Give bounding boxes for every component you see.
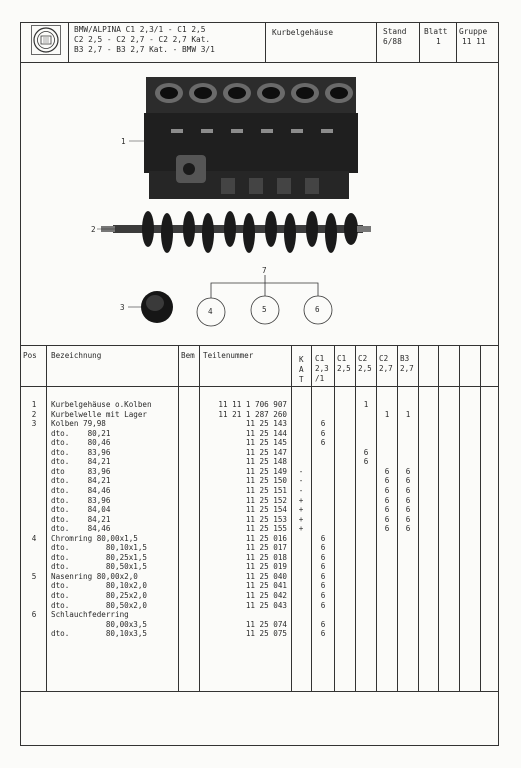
col-rule bbox=[397, 345, 398, 691]
cell-teilenummer: 11 25 042 bbox=[245, 591, 287, 600]
cell-teilenummer: 11 25 149 bbox=[245, 466, 287, 476]
cell-kat: + bbox=[298, 514, 304, 524]
cell-teilenummer: 11 25 144 bbox=[245, 428, 287, 438]
col-rule bbox=[46, 345, 47, 691]
cell-teilenummer: 11 25 154 bbox=[245, 505, 287, 515]
cell-bezeichnung: Kurbelgehäuse o.Kolben bbox=[51, 400, 152, 409]
blatt-value: 1 bbox=[436, 37, 441, 46]
stand-label: Stand bbox=[383, 27, 407, 36]
col-header-b3-27: B3 bbox=[400, 354, 410, 363]
gruppe-value: 11 11 bbox=[462, 37, 486, 46]
cell-bezeichnung: dto. 84,21 bbox=[51, 514, 111, 524]
cell-kat: + bbox=[298, 505, 304, 515]
cell-b3-27: 1 bbox=[405, 409, 411, 419]
cell-c1-23: 6 bbox=[320, 438, 326, 448]
cell-c2-27: 6 bbox=[384, 495, 390, 505]
cell-bezeichnung: dto. 84,21 bbox=[51, 457, 111, 467]
cell-bezeichnung: dto. 80,50x2,0 bbox=[51, 600, 148, 610]
cell-b3-27: 6 bbox=[405, 495, 411, 505]
cell-bezeichnung: Nasenring 80,00x2,0 bbox=[51, 571, 138, 581]
blatt-label: Blatt bbox=[424, 27, 448, 36]
gruppe-label: Gruppe bbox=[459, 27, 488, 36]
header-divider bbox=[68, 22, 69, 62]
cell-c1-23: 6 bbox=[320, 581, 326, 591]
cell-c1-23: 6 bbox=[320, 543, 326, 553]
col-header-c1-25: C1 bbox=[337, 354, 347, 363]
cell-bezeichnung: Kurbelwelle mit Lager bbox=[51, 409, 148, 419]
col-rule bbox=[480, 345, 481, 691]
cell-teilenummer: 11 25 043 bbox=[245, 600, 287, 610]
table-top-rule bbox=[20, 345, 499, 346]
cell-teilenummer: 11 25 148 bbox=[245, 457, 287, 467]
ring-callouts bbox=[197, 275, 332, 326]
cell-c1-23: 6 bbox=[320, 552, 326, 562]
cell-c1-23: 6 bbox=[320, 600, 326, 610]
cell-b3-27: 6 bbox=[405, 505, 411, 515]
cell-teilenummer: 11 25 155 bbox=[245, 524, 287, 534]
cell-teilenummer: 11 11 1 706 907 bbox=[218, 400, 287, 409]
cell-teilenummer: 11 25 074 bbox=[245, 619, 287, 629]
cell-bezeichnung: dto. 80,50x1,5 bbox=[51, 562, 148, 572]
callout-2: 2 bbox=[91, 225, 96, 234]
crankshaft bbox=[101, 211, 371, 253]
cell-bezeichnung: dto. 84,04 bbox=[51, 505, 111, 515]
cell-teilenummer: 11 25 143 bbox=[245, 419, 287, 429]
cell-c1-23: 6 bbox=[320, 562, 326, 572]
callout-6: 6 bbox=[315, 305, 320, 314]
col-header-kat: K bbox=[299, 355, 304, 364]
cell-teilenummer: 11 25 019 bbox=[245, 562, 287, 572]
header-divider bbox=[456, 22, 457, 62]
callout-4: 4 bbox=[208, 307, 213, 316]
exploded-view-illustration bbox=[21, 63, 498, 345]
cell-c2-25: 6 bbox=[363, 457, 369, 467]
cell-bezeichnung: dto. 84,46 bbox=[51, 524, 111, 534]
cell-b3-27: 6 bbox=[405, 466, 411, 476]
cell-bezeichnung: Kolben 79,98 bbox=[51, 419, 106, 429]
col-header-c1-25: 2,5 bbox=[337, 364, 351, 373]
cell-kat: - bbox=[298, 485, 304, 495]
cell-c2-27: 6 bbox=[384, 476, 390, 486]
cell-bezeichnung: Chromring 80,00x1,5 bbox=[51, 533, 138, 543]
table-header-rule bbox=[20, 386, 499, 387]
cell-b3-27: 6 bbox=[405, 514, 411, 524]
cell-bezeichnung: dto. 80,10x1,5 bbox=[51, 543, 148, 553]
cell-teilenummer: 11 25 145 bbox=[245, 438, 287, 448]
cell-c2-27: 6 bbox=[384, 505, 390, 515]
col-rule bbox=[438, 345, 439, 691]
cell-teilenummer: 11 25 040 bbox=[245, 571, 287, 581]
cell-kat: + bbox=[298, 524, 304, 534]
header-models-line1: BMW/ALPINA C1 2,3/1 - C1 2,5 bbox=[74, 25, 206, 34]
cell-b3-27: 6 bbox=[405, 485, 411, 495]
header-divider bbox=[265, 22, 266, 62]
header-divider bbox=[419, 22, 420, 62]
cell-c1-23: 6 bbox=[320, 419, 326, 429]
col-rule bbox=[355, 345, 356, 691]
cell-c2-25: 1 bbox=[363, 400, 369, 409]
cell-bezeichnung: 80,00x3,5 bbox=[51, 619, 148, 629]
cell-c2-25: 6 bbox=[363, 447, 369, 457]
cell-pos: 4 bbox=[31, 533, 37, 543]
col-rule bbox=[334, 345, 335, 691]
cell-teilenummer: 11 25 075 bbox=[245, 629, 287, 639]
cell-pos: 1 bbox=[31, 400, 37, 409]
col-header-c2-27: C2 bbox=[379, 354, 389, 363]
cell-bezeichnung: dto 83,96 bbox=[51, 466, 111, 476]
col-header-pos: Pos bbox=[23, 351, 37, 360]
cell-c1-23: 6 bbox=[320, 571, 326, 581]
col-header-c1-23: C1 bbox=[315, 354, 325, 363]
cell-bezeichnung: dto. 80,10x2,0 bbox=[51, 581, 148, 591]
col-rule bbox=[199, 345, 200, 691]
cell-c2-27: 6 bbox=[384, 514, 390, 524]
cell-bezeichnung: dto. 83,96 bbox=[51, 447, 111, 457]
col-rule bbox=[376, 345, 377, 691]
cell-teilenummer: 11 25 147 bbox=[245, 447, 287, 457]
piston bbox=[141, 291, 173, 323]
cell-teilenummer: 11 25 153 bbox=[245, 514, 287, 524]
header-models-line2: C2 2,5 - C2 2,7 - C2 2,7 Kat. bbox=[74, 35, 211, 44]
cell-bezeichnung: dto. 80,10x3,5 bbox=[51, 629, 148, 639]
cell-teilenummer: 11 25 017 bbox=[245, 543, 287, 553]
cell-c1-23: 6 bbox=[320, 533, 326, 543]
col-rule bbox=[459, 345, 460, 691]
col-rule bbox=[311, 345, 312, 691]
col-header-c1-23: 2,3 bbox=[315, 364, 329, 373]
cell-bezeichnung: dto. 84,46 bbox=[51, 485, 111, 495]
col-header-c2-25: 2,5 bbox=[358, 364, 372, 373]
cell-bezeichnung: dto. 80,46 bbox=[51, 438, 111, 448]
callout-1: 1 bbox=[121, 137, 126, 146]
cell-bezeichnung: dto. 80,21 bbox=[51, 428, 111, 438]
cell-teilenummer: 11 25 151 bbox=[245, 485, 287, 495]
cell-c1-23: 6 bbox=[320, 428, 326, 438]
cell-c1-23: 6 bbox=[320, 629, 326, 639]
cell-teilenummer: 11 25 016 bbox=[245, 533, 287, 543]
leader-lines bbox=[97, 141, 146, 307]
cell-bezeichnung: Schlauchfederring bbox=[51, 610, 129, 620]
cell-pos: 5 bbox=[31, 571, 37, 581]
cell-c2-27: 6 bbox=[384, 466, 390, 476]
cell-pos: 3 bbox=[31, 419, 37, 429]
page-title: Kurbelgehäuse bbox=[272, 28, 334, 37]
header-divider bbox=[376, 22, 377, 62]
cell-bezeichnung: dto. 83,96 bbox=[51, 495, 111, 505]
cell-bezeichnung: dto. 80,25x2,0 bbox=[51, 591, 148, 600]
table-bottom-rule bbox=[20, 691, 499, 692]
header-models-line3: B3 2,7 - B3 2,7 Kat. - BMW 3/1 bbox=[74, 45, 215, 54]
cell-c1-23: 6 bbox=[320, 619, 326, 629]
col-header-teilenummer: Teilenummer bbox=[203, 351, 254, 360]
callout-3: 3 bbox=[120, 303, 125, 312]
col-header-kat: T bbox=[299, 375, 304, 384]
col-header-c1-23: /1 bbox=[315, 374, 325, 383]
cell-teilenummer: 11 25 152 bbox=[245, 495, 287, 505]
cell-c1-23: 6 bbox=[320, 591, 326, 600]
cell-kat: - bbox=[298, 466, 304, 476]
stand-value: 6/88 bbox=[383, 37, 402, 46]
cell-c2-27: 6 bbox=[384, 485, 390, 495]
cell-teilenummer: 11 25 041 bbox=[245, 581, 287, 591]
col-header-c2-25: C2 bbox=[358, 354, 368, 363]
cell-kat: - bbox=[298, 476, 304, 486]
cell-b3-27: 6 bbox=[405, 524, 411, 534]
cell-pos: 6 bbox=[31, 610, 37, 620]
cell-c2-27: 1 bbox=[384, 409, 390, 419]
col-header-bem: Bem bbox=[181, 351, 195, 360]
col-header-c2-27: 2,7 bbox=[379, 364, 393, 373]
cell-c2-27: 6 bbox=[384, 524, 390, 534]
col-rule bbox=[178, 345, 179, 691]
cell-teilenummer: 11 21 1 287 260 bbox=[218, 409, 287, 419]
col-header-b3-27: 2,7 bbox=[400, 364, 414, 373]
cell-b3-27: 6 bbox=[405, 476, 411, 486]
cell-pos: 2 bbox=[31, 409, 37, 419]
callout-7: 7 bbox=[262, 266, 267, 275]
brand-logo bbox=[31, 25, 61, 55]
cell-teilenummer: 11 25 018 bbox=[245, 552, 287, 562]
crankcase-block bbox=[144, 77, 358, 199]
col-rule bbox=[291, 345, 292, 691]
callout-5: 5 bbox=[262, 305, 267, 314]
cell-bezeichnung: dto. 80,25x1,5 bbox=[51, 552, 148, 562]
col-rule bbox=[418, 345, 419, 691]
cell-bezeichnung: dto. 84,21 bbox=[51, 476, 111, 486]
col-header-bezeichnung: Bezeichnung bbox=[51, 351, 102, 360]
col-header-kat: A bbox=[299, 365, 304, 374]
cell-kat: + bbox=[298, 495, 304, 505]
cell-teilenummer: 11 25 150 bbox=[245, 476, 287, 486]
